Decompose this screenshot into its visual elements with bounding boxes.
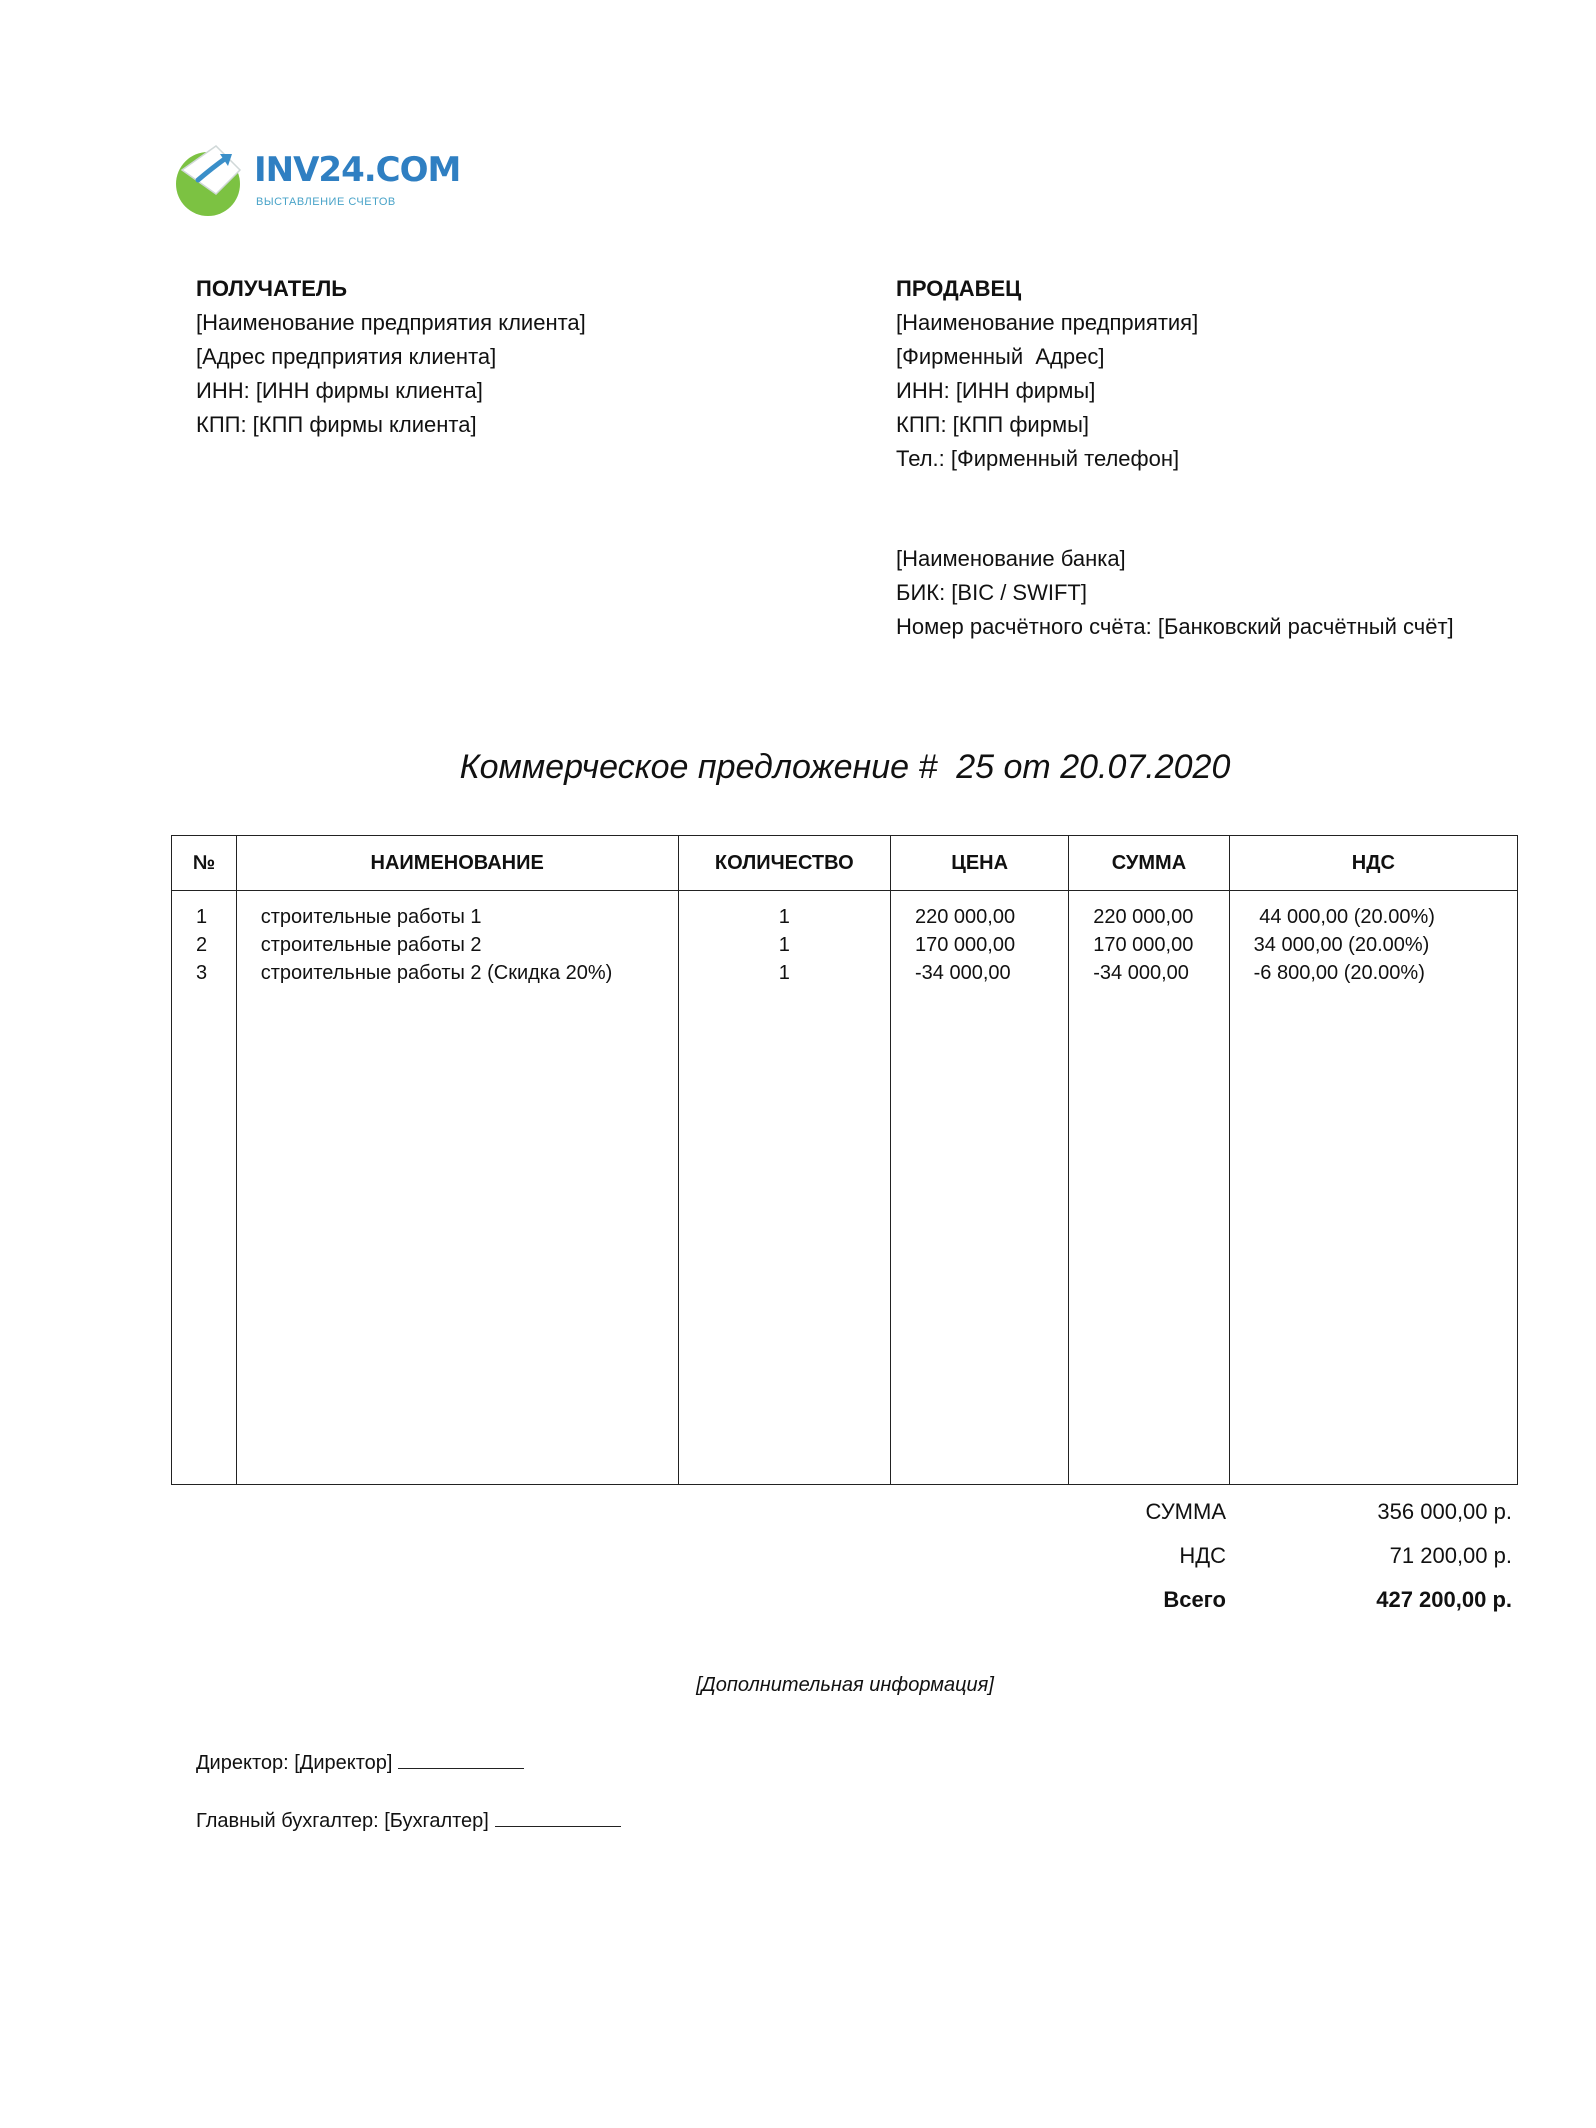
seller-inn: ИНН: [ИНН фирмы] bbox=[896, 378, 1096, 403]
filler-cell bbox=[678, 987, 890, 1485]
table-row bbox=[172, 931, 1518, 959]
seller-address: [Фирменный Адрес] bbox=[896, 344, 1105, 369]
bank-account: Номер расчётного счёта: [Банковский расчётный счёт] bbox=[896, 614, 1454, 639]
row-price: -34 000,00 bbox=[891, 959, 1069, 987]
header-sum: СУММА bbox=[1069, 836, 1229, 891]
row-number: 3 bbox=[172, 959, 237, 987]
signature-line bbox=[495, 1826, 621, 1827]
seller-phone: Тел.: [Фирменный телефон] bbox=[896, 446, 1180, 471]
recipient-kpp: КПП: [КПП фирмы клиента] bbox=[196, 412, 477, 437]
row-name: строительные работы 2 bbox=[236, 931, 678, 959]
row-price: 220 000,00 bbox=[891, 891, 1069, 932]
table-filler-row bbox=[172, 987, 1518, 1485]
recipient-block bbox=[196, 272, 586, 442]
filler-cell bbox=[172, 987, 237, 1485]
director-signature bbox=[196, 1752, 524, 1775]
bank-bic: БИК: [BIC / SWIFT] bbox=[896, 580, 1087, 605]
subtotal-value: 356 000,00 р. bbox=[1377, 1499, 1512, 1524]
seller-heading: ПРОДАВЕЦ bbox=[896, 276, 1022, 301]
filler-cell bbox=[236, 987, 678, 1485]
bank-block bbox=[896, 542, 1454, 644]
row-price: 170 000,00 bbox=[891, 931, 1069, 959]
seller-kpp: КПП: [КПП фирмы] bbox=[896, 412, 1090, 437]
logo-envelope-icon bbox=[172, 140, 252, 220]
grand-total-label: Всего bbox=[1163, 1587, 1226, 1612]
subtotal-label: СУММА bbox=[1145, 1499, 1226, 1524]
header-name: НАИМЕНОВАНИЕ bbox=[236, 836, 678, 891]
vat-row bbox=[1060, 1534, 1520, 1578]
table-row bbox=[172, 959, 1518, 987]
logo-name: INV24.COM bbox=[254, 150, 461, 190]
director-label: Директор: [Директор] bbox=[196, 1752, 393, 1774]
filler-cell bbox=[1069, 987, 1229, 1485]
seller-block bbox=[896, 272, 1198, 476]
company-logo bbox=[172, 140, 461, 220]
row-number: 1 bbox=[172, 891, 237, 932]
recipient-inn: ИНН: [ИНН фирмы клиента] bbox=[196, 378, 483, 403]
vat-label: НДС bbox=[1179, 1543, 1226, 1568]
recipient-address: [Адрес предприятия клиента] bbox=[196, 344, 497, 369]
vat-value: 71 200,00 р. bbox=[1389, 1543, 1512, 1568]
table-header-row bbox=[172, 836, 1518, 891]
row-name: строительные работы 1 bbox=[236, 891, 678, 932]
grand-total-row bbox=[1060, 1578, 1520, 1622]
filler-cell bbox=[1229, 987, 1517, 1485]
row-quantity: 1 bbox=[678, 891, 890, 932]
totals-block bbox=[1060, 1490, 1520, 1622]
bank-name: [Наименование банка] bbox=[896, 546, 1126, 571]
row-name: строительные работы 2 (Скидка 20%) bbox=[236, 959, 678, 987]
row-vat: -6 800,00 (20.00%) bbox=[1229, 959, 1517, 987]
logo-tagline: ВЫСТАВЛЕНИЕ СЧЕТОВ bbox=[256, 196, 396, 208]
grand-total-value: 427 200,00 р. bbox=[1376, 1587, 1512, 1612]
seller-company: [Наименование предприятия] bbox=[896, 310, 1199, 335]
document-title: Коммерческое предложение # 25 от 20.07.2020 bbox=[459, 748, 1231, 786]
signature-line bbox=[398, 1768, 524, 1769]
accountant-signature bbox=[196, 1810, 621, 1833]
header-price: ЦЕНА bbox=[891, 836, 1069, 891]
row-sum: 220 000,00 bbox=[1069, 891, 1229, 932]
header-number: № bbox=[172, 836, 237, 891]
row-sum: 170 000,00 bbox=[1069, 931, 1229, 959]
header-quantity: КОЛИЧЕСТВО bbox=[678, 836, 890, 891]
row-quantity: 1 bbox=[678, 959, 890, 987]
header-vat: НДС bbox=[1229, 836, 1517, 891]
recipient-company: [Наименование предприятия клиента] bbox=[196, 310, 586, 335]
filler-cell bbox=[891, 987, 1069, 1485]
row-vat: 34 000,00 (20.00%) bbox=[1229, 931, 1517, 959]
additional-info: [Дополнительная информация] bbox=[696, 1674, 994, 1696]
recipient-heading: ПОЛУЧАТЕЛЬ bbox=[196, 276, 348, 301]
table-row bbox=[172, 891, 1518, 932]
row-sum: -34 000,00 bbox=[1069, 959, 1229, 987]
items-table bbox=[171, 835, 1518, 1485]
accountant-label: Главный бухгалтер: [Бухгалтер] bbox=[196, 1810, 489, 1832]
subtotal-row bbox=[1060, 1490, 1520, 1534]
row-number: 2 bbox=[172, 931, 237, 959]
row-quantity: 1 bbox=[678, 931, 890, 959]
row-vat: 44 000,00 (20.00%) bbox=[1229, 891, 1517, 932]
